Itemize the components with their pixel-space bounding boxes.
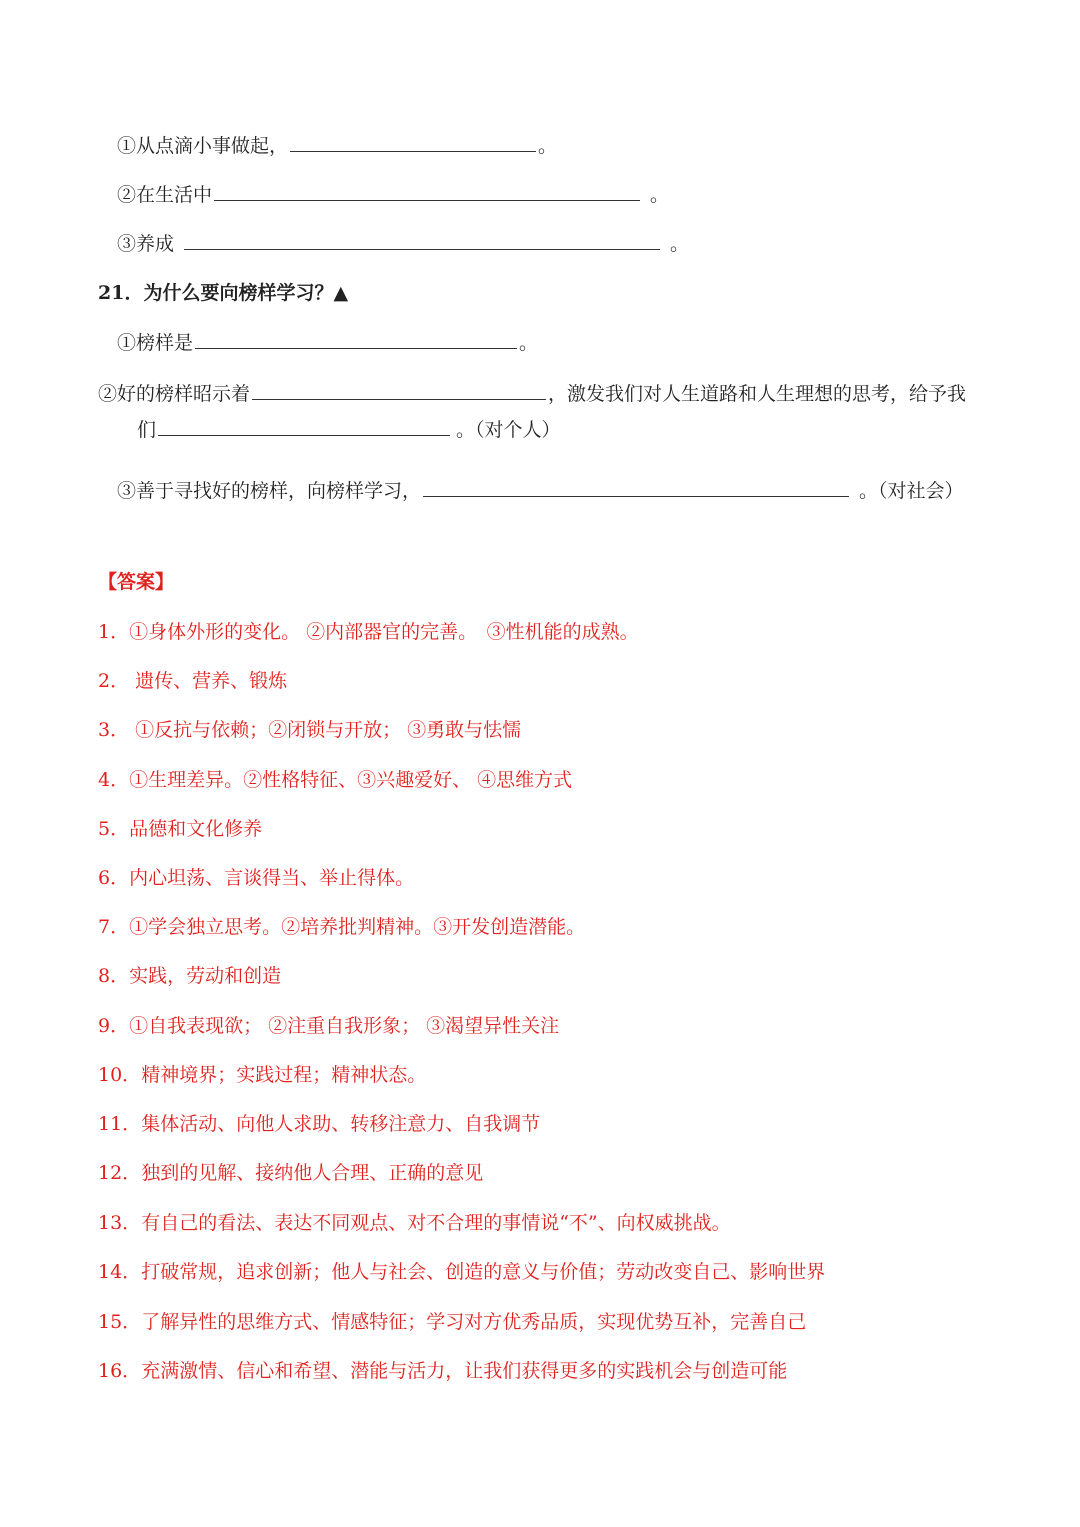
answer-item-5	[98, 817, 262, 841]
answer-number: 10．	[98, 1064, 142, 1086]
answer-text: ①生理差异。②性格特征、③兴趣爱好、 ④思维方式	[129, 769, 573, 791]
q21-item-3-prefix: ③善于寻找好的榜样，向榜样学习，	[117, 480, 422, 502]
answer-item-10	[98, 1063, 426, 1087]
answer-blank[interactable]	[252, 381, 546, 400]
answer-blank[interactable]	[214, 182, 640, 201]
q21-item-1-prefix: ①榜样是	[117, 332, 194, 354]
answer-number: 9．	[98, 1015, 130, 1037]
answer-text: 有自己的看法、表达不同观点、对不合理的事情说“不”、向权威挑战。	[141, 1212, 731, 1234]
q21-item-2-line2-suffix: 。（对个人）	[456, 419, 561, 441]
answers-title: 【答案】	[98, 571, 175, 593]
answer-item-16	[98, 1359, 787, 1383]
q21-item-2	[98, 381, 966, 406]
answer-number: 13．	[98, 1212, 142, 1234]
q21-item-2-mid: ，激发我们对人生道路和人生理想的思考，给予我	[548, 383, 967, 405]
q20-item-3	[117, 231, 689, 256]
q20-item-1-prefix: ①从点滴小事做起，	[117, 135, 289, 157]
answer-item-9	[98, 1014, 559, 1038]
answer-text: 打破常规，追求创新；他人与社会、创造的意义与价值；劳动改变自己、影响世界	[141, 1261, 826, 1283]
answer-item-1	[98, 620, 639, 644]
answer-text: ①反抗与依赖；②闭锁与开放； ③勇敢与怯懦	[129, 719, 522, 741]
q20-item-3-suffix: 。	[670, 233, 690, 255]
answer-number: 6．	[98, 867, 130, 889]
answer-text: 内心坦荡、言谈得当、举止得体。	[129, 867, 415, 889]
answer-number: 3．	[98, 719, 130, 741]
answer-text: 遗传、营养、锻炼	[129, 670, 288, 692]
q21-item-3-suffix: 。（对社会）	[859, 480, 964, 502]
answer-item-15	[98, 1310, 806, 1334]
answer-text: 独到的见解、接纳他人合理、正确的意见	[141, 1162, 484, 1184]
answer-blank[interactable]	[290, 133, 536, 152]
answer-text: ①自我表现欲； ②注重自我形象； ③渴望异性关注	[129, 1015, 560, 1037]
answer-blank[interactable]	[158, 417, 450, 436]
answer-number: 12．	[98, 1162, 142, 1184]
answer-number: 11．	[98, 1113, 142, 1135]
q21-item-2-line-2	[137, 417, 561, 442]
answer-item-4	[98, 768, 572, 792]
q21-item-1	[117, 330, 538, 355]
answer-item-14	[98, 1260, 825, 1284]
q20-item-2-prefix: ②在生活中	[117, 184, 213, 206]
answer-number: 2．	[98, 670, 130, 692]
answer-item-2	[98, 669, 287, 693]
answer-blank[interactable]	[195, 330, 517, 349]
answer-blank[interactable]	[184, 231, 660, 250]
answer-text: 集体活动、向他人求助、转移注意力、自我调节	[141, 1113, 541, 1135]
answer-number: 14．	[98, 1261, 142, 1283]
answer-text: ①身体外形的变化。 ②内部器官的完善。 ③性机能的成熟。	[129, 621, 639, 643]
answer-text: 了解异性的思维方式、情感特征；学习对方优秀品质，实现优势互补，完善自己	[141, 1311, 807, 1333]
answer-text: ①学会独立思考。②培养批判精神。③开发创造潜能。	[129, 916, 586, 938]
q20-item-2-suffix: 。	[650, 184, 670, 206]
answer-text: 品德和文化修养	[129, 818, 263, 840]
answer-item-11	[98, 1112, 540, 1136]
q21-item-2-line2-prefix: 们	[137, 419, 157, 441]
q20-item-1	[117, 133, 557, 158]
answer-text: 充满激情、信心和希望、潜能与活力，让我们获得更多的实践机会与创造可能	[141, 1360, 788, 1382]
answer-number: 1．	[98, 621, 130, 643]
answer-number: 16．	[98, 1360, 142, 1382]
answer-number: 8．	[98, 965, 130, 987]
answer-item-3	[98, 718, 521, 742]
q20-item-3-prefix: ③养成	[117, 233, 175, 255]
answer-number: 15．	[98, 1311, 142, 1333]
answer-text: 精神境界；实践过程；精神状态。	[141, 1064, 427, 1086]
q20-item-1-suffix: 。	[538, 135, 558, 157]
q21-item-3	[117, 478, 964, 503]
answer-number: 4．	[98, 769, 130, 791]
answer-item-6	[98, 866, 414, 890]
answer-item-8	[98, 964, 281, 988]
q21-item-1-suffix: 。	[519, 332, 539, 354]
answer-text: 实践，劳动和创造	[129, 965, 282, 987]
answer-number: 7．	[98, 916, 130, 938]
answer-number: 5．	[98, 818, 130, 840]
answer-blank[interactable]	[423, 478, 849, 497]
q20-item-2	[117, 182, 669, 207]
answer-item-7	[98, 915, 585, 939]
q21-item-2-prefix: ②好的榜样昭示着	[98, 383, 251, 405]
q21-title: 21．为什么要向榜样学习？▲	[98, 282, 349, 304]
answer-item-12	[98, 1161, 483, 1185]
answer-item-13	[98, 1211, 731, 1235]
